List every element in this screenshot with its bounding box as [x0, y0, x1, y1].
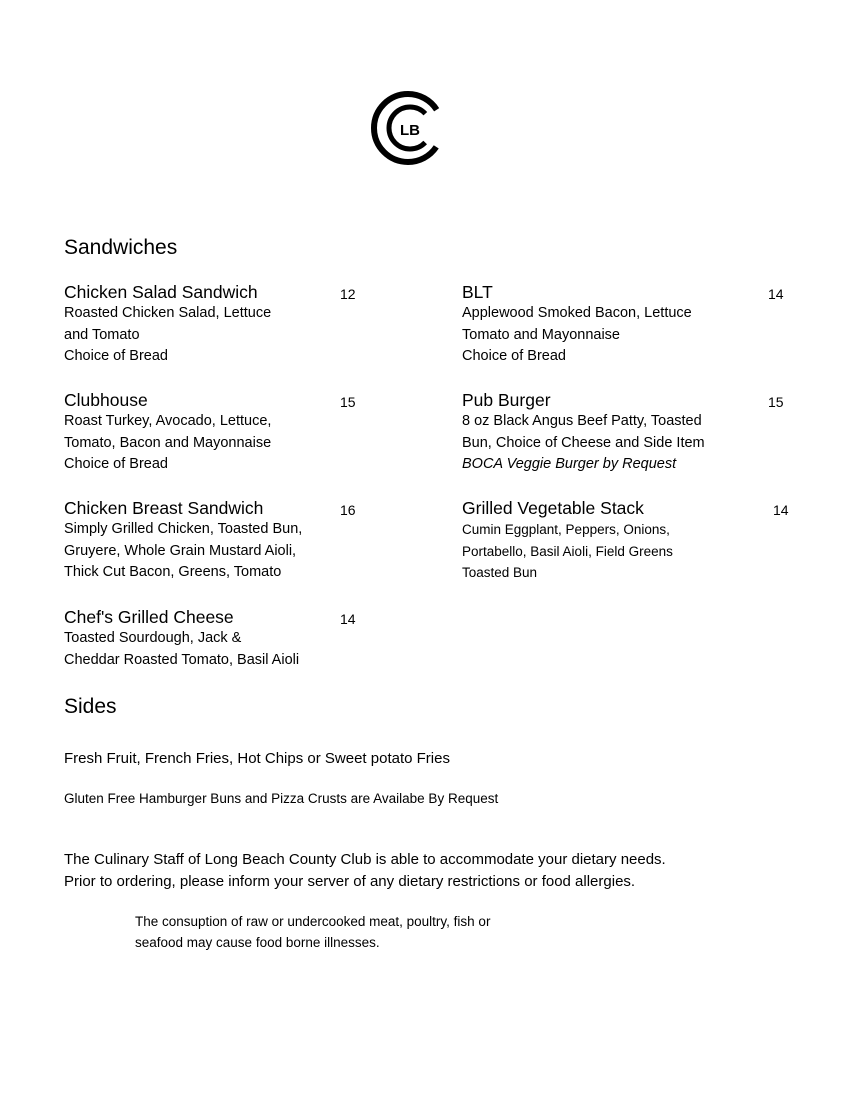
item-desc-pub-burger	[462, 411, 705, 476]
consumption-warning	[135, 911, 490, 953]
desc-line: Applewood Smoked Bacon, Lettuce	[462, 305, 692, 321]
desc-line-veggie-option: BOCA Veggie Burger by Request	[462, 456, 677, 472]
item-name-blt: BLT	[462, 282, 493, 302]
desc-line: Cumin Eggplant, Peppers, Onions,	[462, 522, 670, 537]
item-desc-vegetable-stack	[462, 519, 673, 584]
desc-line: and Tomato	[64, 326, 140, 343]
gluten-free-note: Gluten Free Hamburger Buns and Pizza Crusts are Availabe By Request	[64, 791, 499, 806]
sides-list: Fresh Fruit, French Fries, Hot Chips or Sweet potato Fries	[64, 750, 450, 767]
desc-line: Toasted Sourdough, Jack &	[64, 630, 242, 646]
desc-line: Roasted Chicken Salad, Lettuce	[64, 305, 272, 321]
item-name-chicken-breast: Chicken Breast Sandwich	[64, 498, 264, 518]
item-desc-blt	[462, 303, 692, 368]
warning-line: seafood may cause food borne illnesses.	[135, 935, 380, 950]
item-price-grilled-cheese: 14	[340, 611, 356, 627]
item-price-pub-burger: 15	[768, 394, 784, 410]
desc-line: Roast Turkey, Avocado, Lettuce,	[64, 413, 272, 429]
desc-line: Thick Cut Bacon, Greens, Tomato	[64, 564, 282, 580]
desc-line: Tomato and Mayonnaise	[462, 326, 620, 343]
desc-line: Portabello, Basil Aioli, Field Greens	[462, 543, 673, 559]
sandwiches-heading: Sandwiches	[64, 236, 178, 259]
sides-heading: Sides	[64, 695, 117, 718]
club-logo	[368, 87, 448, 169]
desc-line: Cheddar Roasted Tomato, Basil Aioli	[64, 651, 300, 668]
desc-line: Gruyere, Whole Grain Mustard Aioli,	[64, 542, 297, 559]
desc-line: 8 oz Black Angus Beef Patty, Toasted	[462, 413, 702, 429]
item-desc-chicken-salad	[64, 303, 271, 368]
item-name-chicken-salad: Chicken Salad Sandwich	[64, 282, 258, 302]
dietary-statement	[64, 849, 666, 893]
item-name-pub-burger: Pub Burger	[462, 390, 551, 410]
item-price-chicken-breast: 16	[340, 502, 356, 518]
item-desc-grilled-cheese	[64, 628, 299, 671]
desc-line: Choice of Bread	[64, 456, 168, 472]
dietary-line: The Culinary Staff of Long Beach County Club is able to accommodate your dietary needs.	[64, 851, 666, 868]
desc-line: Simply Grilled Chicken, Toasted Bun,	[64, 521, 303, 537]
item-desc-chicken-breast	[64, 519, 302, 584]
warning-line: The consuption of raw or undercooked meat, poultry, fish or	[135, 914, 491, 929]
item-name-grilled-cheese: Chef's Grilled Cheese	[64, 607, 234, 627]
desc-line: Toasted Bun	[462, 565, 538, 580]
desc-line: Choice of Bread	[462, 348, 566, 364]
item-name-vegetable-stack: Grilled Vegetable Stack	[462, 498, 644, 518]
desc-line: Bun, Choice of Cheese and Side Item	[462, 434, 705, 451]
item-price-chicken-salad: 12	[340, 286, 356, 302]
logo-monogram: LB	[400, 122, 420, 139]
item-price-vegetable-stack: 14	[773, 502, 789, 518]
item-desc-clubhouse	[64, 411, 271, 476]
item-price-blt: 14	[768, 286, 784, 302]
item-name-clubhouse: Clubhouse	[64, 390, 148, 410]
desc-line: Tomato, Bacon and Mayonnaise	[64, 434, 272, 451]
dietary-line: Prior to ordering, please inform your server of any dietary restrictions or food allergies.	[64, 873, 636, 890]
desc-line: Choice of Bread	[64, 348, 168, 364]
item-price-clubhouse: 15	[340, 394, 356, 410]
